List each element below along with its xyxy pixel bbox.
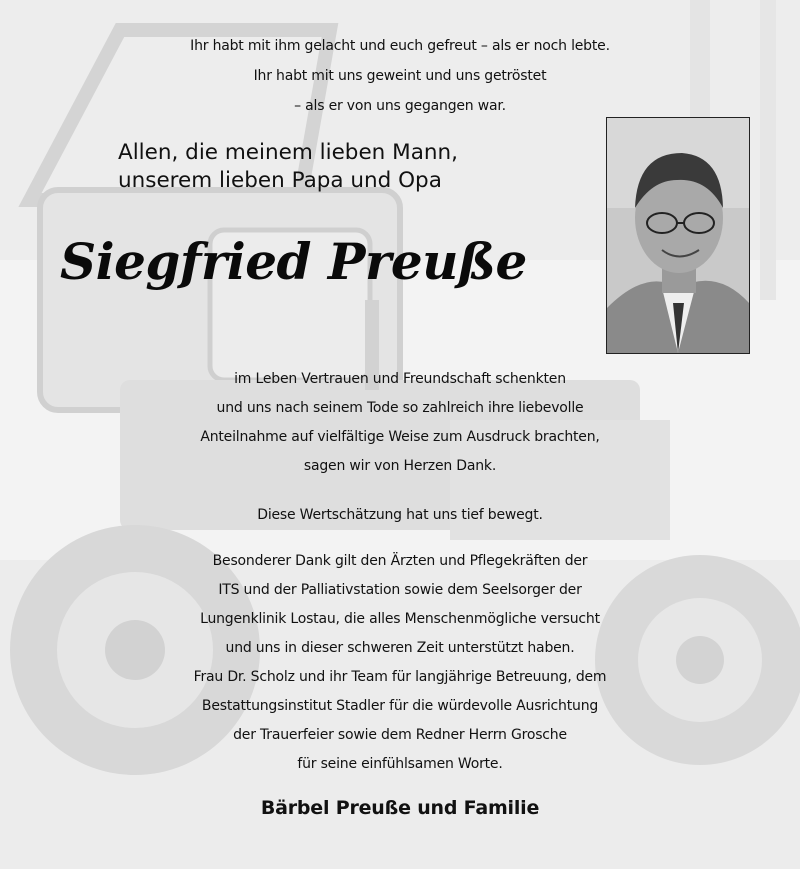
special-thanks-line-2: ITS und der Palliativstation sowie dem Seelsorger der (218, 582, 582, 598)
thanks-line-3: Anteilnahme auf vielfältige Weise zum Ausdruck brachten, (200, 429, 600, 445)
thanks-line-1: im Leben Vertrauen und Freundschaft schenkten (234, 371, 566, 387)
intro-line-2: unserem lieben Papa und Opa (118, 168, 442, 193)
deceased-name: Siegfried Preuße (60, 232, 527, 291)
poem-line-1: Ihr habt mit ihm gelacht und euch gefreut – als er noch lebte. (190, 38, 610, 54)
portrait-photo (606, 117, 750, 354)
appreciation-line: Diese Wertschätzung hat uns tief bewegt. (257, 507, 543, 523)
thanks-line-2: und uns nach seinem Tode so zahlreich ihre liebevolle (216, 400, 584, 416)
poem-line-3: – als er von uns gegangen war. (294, 98, 506, 114)
special-thanks-line-3: Lungenklinik Lostau, die alles Menschenmögliche versucht (200, 611, 600, 627)
special-thanks-line-1: Besonderer Dank gilt den Ärzten und Pflegekräften der (212, 553, 588, 569)
special-thanks-line-8: für seine einfühlsamen Worte. (297, 756, 503, 772)
signature: Bärbel Preuße und Familie (260, 797, 540, 819)
special-thanks-line-5: Frau Dr. Scholz und ihr Team für langjährige Betreuung, dem (193, 669, 607, 685)
special-thanks-line-6: Bestattungsinstitut Stadler für die würdevolle Ausrichtung (201, 698, 599, 714)
special-thanks-line-7: der Trauerfeier sowie dem Redner Herrn Grosche (233, 727, 567, 743)
poem-line-2: Ihr habt mit uns geweint und uns getröstet (253, 68, 547, 84)
special-thanks-line-4: und uns in dieser schweren Zeit unterstützt haben. (225, 640, 575, 656)
intro-line-1: Allen, die meinem lieben Mann, (118, 140, 458, 165)
thanks-line-4: sagen wir von Herzen Dank. (303, 458, 497, 474)
